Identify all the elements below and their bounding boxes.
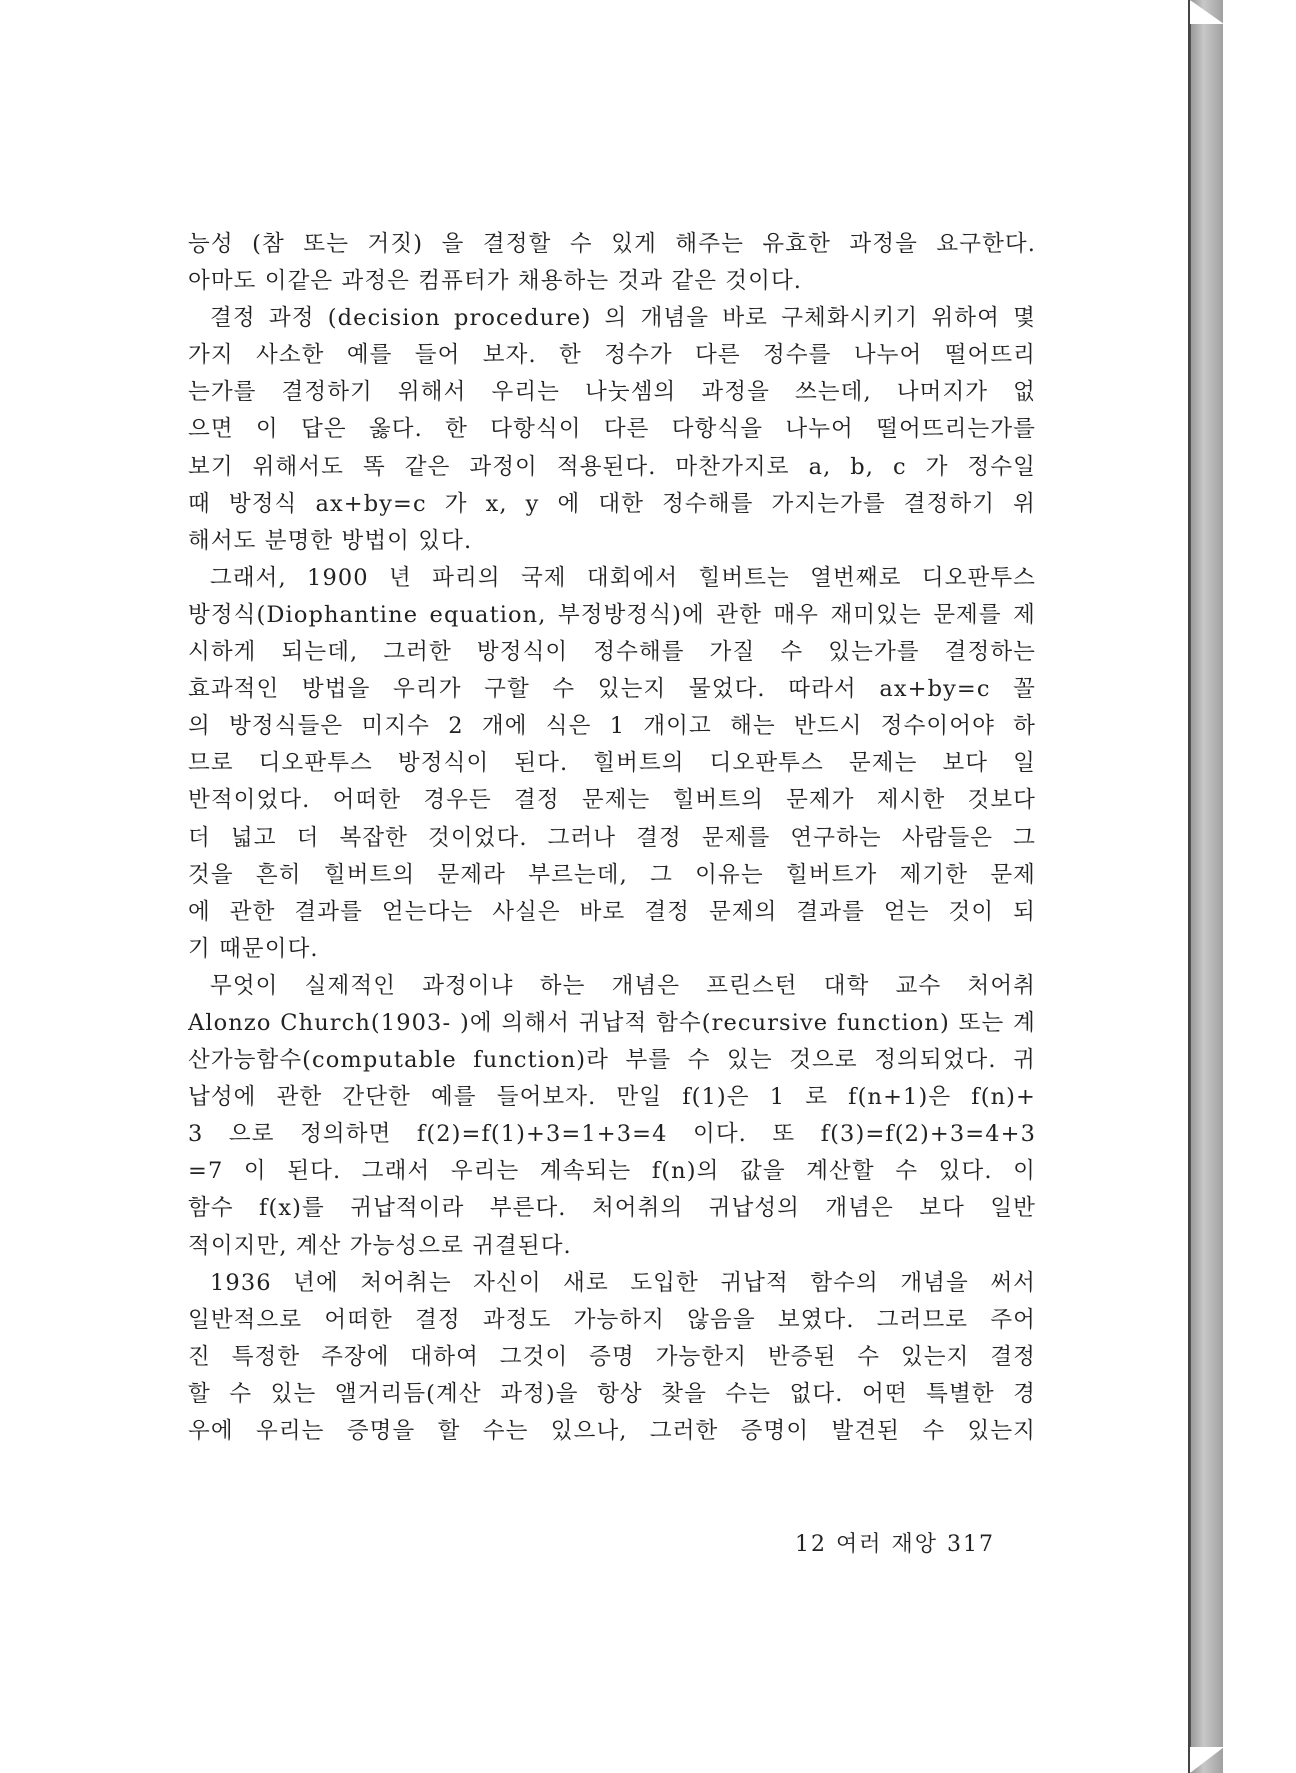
text-line: =7 이 된다. 그래서 우리는 계속되는 f(n)의 값을 계산할 수 있다. 이: [188, 1158, 1036, 1185]
text-line: 우에 우리는 증명을 할 수는 있으나, 그러한 증명이 발견된 수 있는지: [188, 1418, 1036, 1444]
text-line: 산가능함수(computable function)라 부를 수 있는 것으로 정의되었다. 귀: [188, 1047, 1036, 1074]
text-line: 아마도 이같은 과정은 컴퓨터가 채용하는 것과 같은 것이다.: [188, 268, 803, 295]
text-line: 능성 (참 또는 거짓) 을 결정할 수 있게 해주는 유효한 과정을 요구한다.: [188, 231, 1036, 257]
text-line: 반적이었다. 어떠한 경우든 결정 문제는 힐버트의 문제가 제시한 것보다: [188, 787, 1036, 814]
text-line: 적이지만, 계산 가능성으로 귀결된다.: [188, 1232, 572, 1259]
text-line: 므로 디오판투스 방정식이 된다. 힐버트의 디오판투스 문제는 보다 일: [188, 750, 1036, 777]
page-footer: 12 여러 재앙 317: [795, 1532, 995, 1557]
text-line: 효과적인 방법을 우리가 구할 수 있는지 물었다. 따라서 ax+by=c 꼴: [188, 676, 1036, 703]
text-line: 3 으로 정의하면 f(2)=f(1)+3=1+3=4 이다. 또 f(3)=f(2)+3=4+3: [188, 1121, 1036, 1148]
text-line: 그래서, 1900 년 파리의 국제 대회에서 힐버트는 열번째로 디오판투스: [210, 564, 1036, 591]
text-line: 함수 f(x)를 귀납적이라 부른다. 처어취의 귀납성의 개념은 보다 일반: [188, 1195, 1036, 1222]
text-line: 으면 이 답은 옳다. 한 다항식이 다른 다항식을 나누어 떨어뜨리는가를: [188, 416, 1036, 443]
text-line: 무엇이 실제적인 과정이냐 하는 개념은 프린스턴 대학 교수 처어취: [210, 972, 1036, 999]
text-line: 의 방정식들은 미지수 2 개에 식은 1 개이고 해는 반드시 정수이어야 하: [188, 713, 1036, 740]
text-line: 더 넓고 더 복잡한 것이었다. 그러나 결정 문제를 연구하는 사람들은 그: [188, 824, 1036, 851]
text-line: 할 수 있는 앨거리듬(계산 과정)을 항상 찾을 수는 없다. 어떤 특별한 경: [188, 1380, 1036, 1407]
text-line: 1936 년에 처어취는 자신이 새로 도입한 귀납적 함수의 개념을 써서: [210, 1269, 1036, 1296]
text-line: 에 관한 결과를 얻는다는 사실은 바로 결정 문제의 결과를 얻는 것이 되: [188, 898, 1036, 925]
text-line: 일반적으로 어떠한 결정 과정도 가능하지 않음을 보였다. 그러므로 주어: [188, 1306, 1036, 1333]
text-line: 결정 과정 (decision procedure) 의 개념을 바로 구체화시키기 위하여 몇: [210, 305, 1036, 332]
text-line: 것을 흔히 힐버트의 문제라 부르는데, 그 이유는 힐버트가 제기한 문제: [188, 861, 1036, 888]
text-line: Alonzo Church(1903- )에 의해서 귀납적 함수(recursive function) 또는 계: [188, 1009, 1036, 1036]
text-line: 기 때문이다.: [188, 935, 319, 962]
page-stack-edge: [1190, 0, 1223, 1773]
text-line: 때 방정식 ax+by=c 가 x, y 에 대한 정수해를 가지는가를 결정하기 위: [188, 490, 1036, 517]
text-line: 는가를 결정하기 위해서 우리는 나눗셈의 과정을 쓰는데, 나머지가 없: [188, 379, 1036, 406]
text-line: 가지 사소한 예를 들어 보자. 한 정수가 다른 정수를 나누어 떨어뜨리: [188, 342, 1036, 369]
text-line: 진 특정한 주장에 대하여 그것이 증명 가능한지 반증된 수 있는지 결정: [188, 1343, 1036, 1370]
text-line: 시하게 되는데, 그러한 방정식이 정수해를 가질 수 있는가를 결정하는: [188, 639, 1036, 666]
text-line: 방정식(Diophantine equation, 부정방정식)에 관한 매우 재미있는 문제를 제: [188, 601, 1036, 628]
text-line: 보기 위해서도 똑 같은 과정이 적용된다. 마찬가지로 a, b, c 가 정수일: [188, 453, 1036, 480]
text-line: 해서도 분명한 방법이 있다.: [188, 527, 473, 554]
body-text: [188, 226, 1036, 1450]
text-line: 납성에 관한 간단한 예를 들어보자. 만일 f(1)은 1 로 f(n+1)은 f(n)+: [188, 1084, 1036, 1111]
